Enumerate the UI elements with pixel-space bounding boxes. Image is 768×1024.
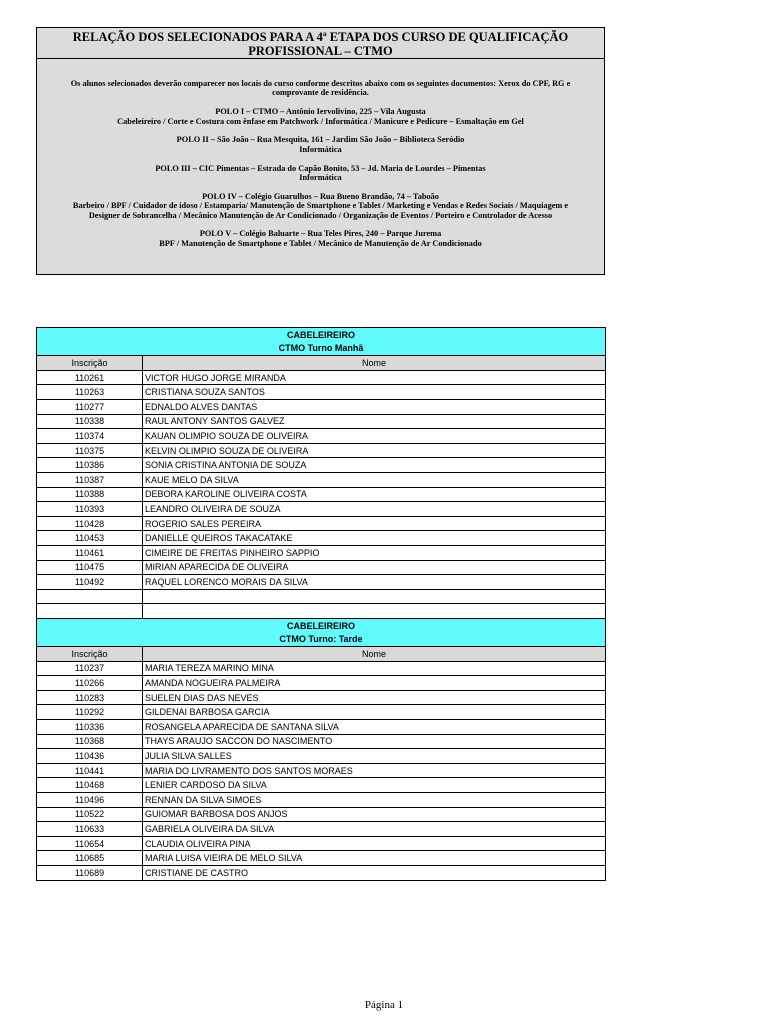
table-cabeleireiro-manha bbox=[36, 327, 606, 881]
section-course: CABELEIREIRO bbox=[37, 618, 606, 632]
table-row bbox=[37, 749, 606, 764]
nome-cell: SUELEN DIAS DAS NEVES bbox=[143, 690, 606, 705]
inscricao-cell: 110685 bbox=[37, 851, 143, 866]
polo-address: POLO I – CTMO – Antônio Iervolivino, 225 – Vila Augusta bbox=[215, 107, 426, 117]
nome-cell: KELVIN OLIMPIO SOUZA DE OLIVEIRA bbox=[143, 443, 606, 458]
inscricao-cell: 110393 bbox=[37, 502, 143, 517]
section-turn: CTMO Turno Manhã bbox=[37, 342, 606, 356]
inscricao-cell: 110387 bbox=[37, 472, 143, 487]
table-row bbox=[37, 502, 606, 517]
inscricao-cell: 110375 bbox=[37, 443, 143, 458]
table-row bbox=[37, 429, 606, 444]
section-title-row bbox=[37, 328, 606, 342]
inscricao-cell: 110266 bbox=[37, 676, 143, 691]
inscricao-cell: 110263 bbox=[37, 385, 143, 400]
polo-courses: Informática bbox=[299, 144, 342, 154]
polo-spacer bbox=[37, 126, 604, 135]
polo-courses: BPF / Manutenção de Smartphone e Tablet / Mecânico de Manutenção de Ar Condicionado bbox=[159, 238, 482, 248]
blank-cell bbox=[37, 604, 143, 619]
table-row bbox=[37, 516, 606, 531]
title-line-1: RELAÇÃO DOS SELECIONADOS PARA A 4ª ETAPA DOS CURSO DE QUALIFICAÇÃO bbox=[72, 30, 569, 44]
intro-line-2: comprovante de residência. bbox=[272, 88, 369, 98]
nome-cell: THAYS ARAUJO SACCON DO NASCIMENTO bbox=[143, 734, 606, 749]
nome-cell: MARIA DO LIVRAMENTO DOS SANTOS MORAES bbox=[143, 763, 606, 778]
polo-courses: Informática bbox=[299, 173, 342, 183]
nome-cell: DEBORA KAROLINE OLIVEIRA COSTA bbox=[143, 487, 606, 502]
polo-list bbox=[37, 98, 604, 248]
table-row bbox=[37, 661, 606, 676]
inscricao-cell: 110428 bbox=[37, 516, 143, 531]
table-row bbox=[37, 414, 606, 429]
rows-manha bbox=[37, 370, 606, 589]
nome-cell: RENNAN DA SILVA SIMOES bbox=[143, 793, 606, 808]
polo-courses: Designer de Sobrancelha / Mecânico Manutenção de Ar Condicionado / Organização de Eventos / Porteiro e Controlador de Acesso bbox=[88, 210, 553, 220]
inscricao-cell: 110368 bbox=[37, 734, 143, 749]
table-row bbox=[37, 472, 606, 487]
table-row bbox=[37, 560, 606, 575]
nome-cell: CRISTIANE DE CASTRO bbox=[143, 865, 606, 880]
inscricao-cell: 110633 bbox=[37, 822, 143, 837]
table-row bbox=[37, 676, 606, 691]
page-number: Página 1 bbox=[364, 999, 404, 1011]
nome-cell: GABRIELA OLIVEIRA DA SILVA bbox=[143, 822, 606, 837]
section-turn-row bbox=[37, 632, 606, 646]
inscricao-cell: 110522 bbox=[37, 807, 143, 822]
table-row bbox=[37, 865, 606, 880]
nome-cell: ROSANGELA APARECIDA DE SANTANA SILVA bbox=[143, 720, 606, 735]
nome-cell: GUIOMAR BARBOSA DOS ANJOS bbox=[143, 807, 606, 822]
nome-cell: ROGERIO SALES PEREIRA bbox=[143, 516, 606, 531]
notice-box bbox=[36, 27, 605, 275]
inscricao-cell: 110283 bbox=[37, 690, 143, 705]
table-row bbox=[37, 793, 606, 808]
page-title bbox=[37, 28, 604, 59]
table-row bbox=[37, 385, 606, 400]
blank-row bbox=[37, 589, 606, 604]
table-row bbox=[37, 720, 606, 735]
inscricao-cell: 110496 bbox=[37, 793, 143, 808]
inscricao-cell: 110338 bbox=[37, 414, 143, 429]
table-row bbox=[37, 851, 606, 866]
nome-cell: AMANDA NOGUEIRA PALMEIRA bbox=[143, 676, 606, 691]
table-row bbox=[37, 458, 606, 473]
table-row bbox=[37, 690, 606, 705]
inscricao-cell: 110237 bbox=[37, 661, 143, 676]
nome-cell: SONIA CRISTINA ANTONIA DE SOUZA bbox=[143, 458, 606, 473]
intro-line-1: Os alunos selecionados deverão comparecer nos locais do curso conforme descritos abaixo com os seguintes documentos: Xerox do CPF, RG e bbox=[70, 79, 571, 88]
nome-cell: RAUL ANTONY SANTOS GALVEZ bbox=[143, 414, 606, 429]
inscricao-cell: 110475 bbox=[37, 560, 143, 575]
nome-cell: CRISTIANA SOUZA SANTOS bbox=[143, 385, 606, 400]
table-row bbox=[37, 531, 606, 546]
table-row bbox=[37, 836, 606, 851]
table-row bbox=[37, 705, 606, 720]
inscricao-cell: 110277 bbox=[37, 399, 143, 414]
polo-courses: Barbeiro / BPF / Cuidador de idoso / Estamparia/ Manutenção de Smartphone e Tablet / Marketing e Vendas e Redes Sociais / Maquiagem e bbox=[72, 201, 569, 211]
polo-spacer bbox=[37, 182, 604, 191]
nome-cell: KAUE MELO DA SILVA bbox=[143, 472, 606, 487]
polo-address: POLO IV – Colégio Guarulhos – Rua Bueno Brandão, 74 – Taboão bbox=[202, 191, 439, 201]
inscricao-cell: 110261 bbox=[37, 370, 143, 385]
nome-cell: CIMEIRE DE FREITAS PINHEIRO SAPPIO bbox=[143, 545, 606, 560]
rows-tarde bbox=[37, 661, 606, 880]
blank-cell bbox=[37, 589, 143, 604]
table-row bbox=[37, 807, 606, 822]
nome-cell: CLAUDIA OLIVEIRA PINA bbox=[143, 836, 606, 851]
section-turn: CTMO Turno: Tarde bbox=[37, 632, 606, 646]
table-row bbox=[37, 778, 606, 793]
table-row bbox=[37, 734, 606, 749]
table-row bbox=[37, 443, 606, 458]
nome-cell: VICTOR HUGO JORGE MIRANDA bbox=[143, 370, 606, 385]
table-row bbox=[37, 763, 606, 778]
nome-cell: MARIA LUISA VIEIRA DE MELO SILVA bbox=[143, 851, 606, 866]
polo-courses: Cabeleireiro / Corte e Costura com ênfase em Patchwork / Informática / Manicure e Pedicure – Esmaltação em Gel bbox=[117, 116, 524, 126]
nome-cell: DANIELLE QUEIROS TAKACATAKE bbox=[143, 531, 606, 546]
nome-cell: MIRIAN APARECIDA DE OLIVEIRA bbox=[143, 560, 606, 575]
nome-cell: RAQUEL LORENCO MORAIS DA SILVA bbox=[143, 575, 606, 590]
column-header-row bbox=[37, 647, 606, 662]
title-line-2: PROFISSIONAL – CTMO bbox=[248, 44, 393, 58]
nome-cell: GILDENAI BARBOSA GARCIA bbox=[143, 705, 606, 720]
inscricao-cell: 110461 bbox=[37, 545, 143, 560]
inscricao-cell: 110336 bbox=[37, 720, 143, 735]
polo-address: POLO III – CIC Pimentas – Estrada do Capão Bonito, 53 – Jd. Maria de Lourdes – Pimentas bbox=[155, 163, 486, 173]
blank-row bbox=[37, 604, 606, 619]
column-header-row bbox=[37, 356, 606, 371]
blank-cell bbox=[143, 604, 606, 619]
column-header-inscricao: Inscrição bbox=[37, 647, 143, 662]
nome-cell: JULIA SILVA SALLES bbox=[143, 749, 606, 764]
blank-cell bbox=[143, 589, 606, 604]
inscricao-cell: 110292 bbox=[37, 705, 143, 720]
section-course: CABELEIREIRO bbox=[37, 328, 606, 342]
polo-spacer bbox=[37, 154, 604, 163]
column-header-nome: Nome bbox=[143, 356, 606, 371]
inscricao-cell: 110468 bbox=[37, 778, 143, 793]
polo-spacer bbox=[37, 98, 604, 107]
inscricao-cell: 110441 bbox=[37, 763, 143, 778]
inscricao-cell: 110492 bbox=[37, 575, 143, 590]
inscricao-cell: 110374 bbox=[37, 429, 143, 444]
table-row bbox=[37, 545, 606, 560]
notice-body bbox=[37, 79, 604, 248]
table-row bbox=[37, 822, 606, 837]
inscricao-cell: 110386 bbox=[37, 458, 143, 473]
column-header-nome: Nome bbox=[143, 647, 606, 662]
table-row bbox=[37, 370, 606, 385]
polo-address: POLO V – Colégio Baluarte – Rua Teles Pires, 240 – Parque Jurema bbox=[199, 229, 442, 239]
nome-cell: MARIA TEREZA MARINO MINA bbox=[143, 661, 606, 676]
nome-cell: LENIER CARDOSO DA SILVA bbox=[143, 778, 606, 793]
table-row bbox=[37, 575, 606, 590]
polo-address: POLO II – São João – Rua Mesquita, 161 – Jardim São João – Biblioteca Seródio bbox=[176, 135, 465, 145]
inscricao-cell: 110689 bbox=[37, 865, 143, 880]
inscricao-cell: 110654 bbox=[37, 836, 143, 851]
nome-cell: KAUAN OLIMPIO SOUZA DE OLIVEIRA bbox=[143, 429, 606, 444]
inscricao-cell: 110453 bbox=[37, 531, 143, 546]
table-row bbox=[37, 487, 606, 502]
section-title-row bbox=[37, 618, 606, 632]
inscricao-cell: 110436 bbox=[37, 749, 143, 764]
column-header-inscricao: Inscrição bbox=[37, 356, 143, 371]
inscricao-cell: 110388 bbox=[37, 487, 143, 502]
nome-cell: LEANDRO OLIVEIRA DE SOUZA bbox=[143, 502, 606, 517]
table-row bbox=[37, 399, 606, 414]
nome-cell: EDNALDO ALVES DANTAS bbox=[143, 399, 606, 414]
section-turn-row bbox=[37, 342, 606, 356]
polo-spacer bbox=[37, 220, 604, 229]
